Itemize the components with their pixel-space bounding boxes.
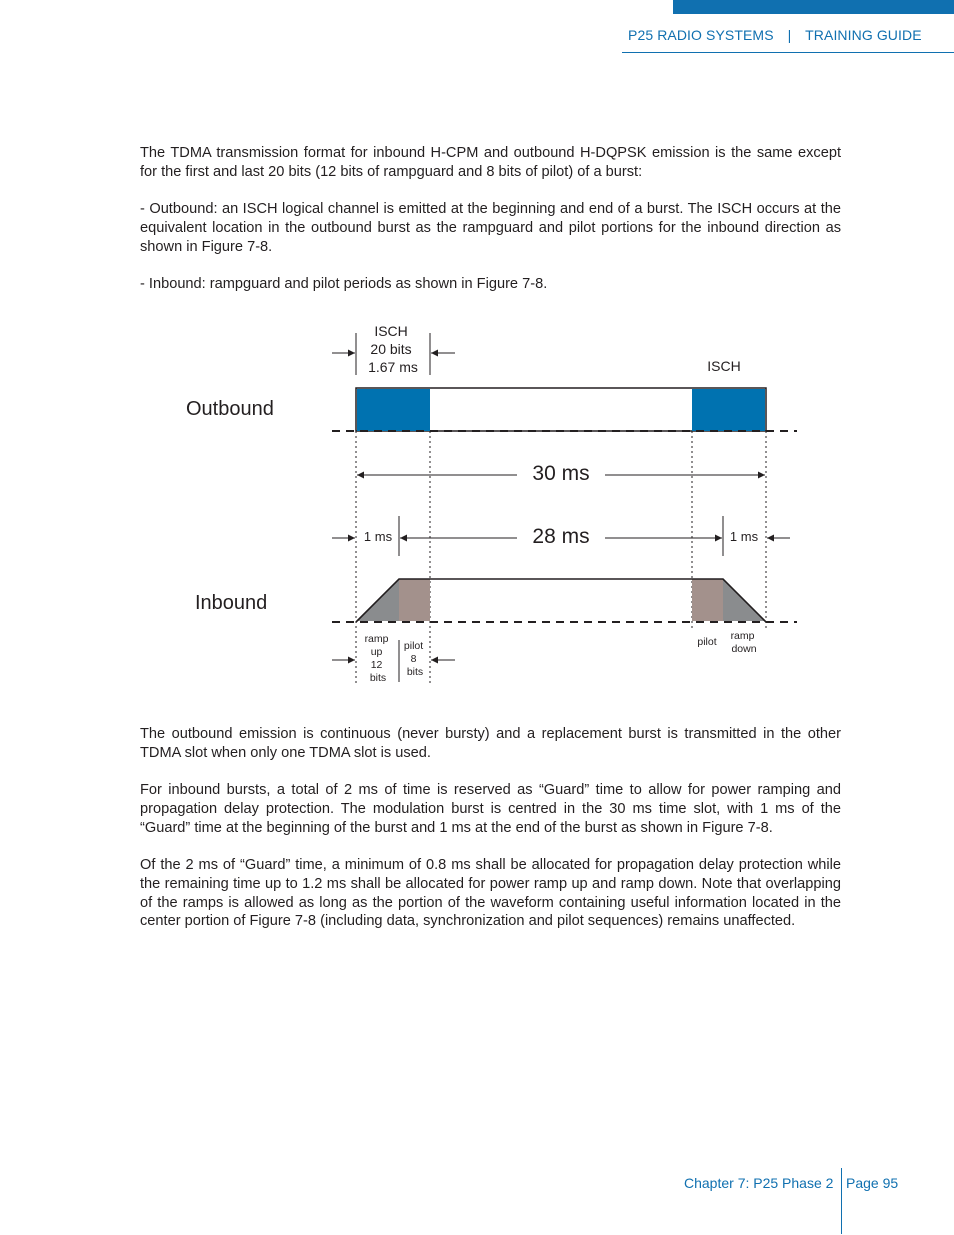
isch-block-right <box>692 389 765 431</box>
ramp-up-label: ramp up 12 bits <box>364 633 389 684</box>
paragraph: The outbound emission is continuous (never bursty) and a replacement burst is transmitted in the other TDMA slot when only one TDMA slot is used. <box>140 726 841 761</box>
header-subtitle: TRAINING GUIDE <box>805 27 922 43</box>
paragraph: - Inbound: rampguard and pilot periods as shown in Figure 7-8. <box>140 276 548 292</box>
guard-left-label: 1 ms <box>363 529 393 544</box>
burst-duration-label: 28 ms <box>532 525 590 548</box>
pilot-area-right <box>692 579 723 621</box>
pilot-area-left <box>399 579 430 621</box>
pilot-left-label: pilot 8 bits <box>403 640 424 678</box>
header-accent-bar <box>673 0 954 14</box>
isch-block-left <box>357 389 430 431</box>
paragraph: For inbound bursts, a total of 2 ms of time is reserved as “Guard” time to allow for power ramping and propagation delay protection. The modulation burst is centred in the 30 ms time slot, with 1 ms of the “Guard” time at the beginning of the burst and 1 ms at the end of the burst as shown in Figure 7-8. <box>140 782 841 836</box>
header-title: P25 RADIO SYSTEMS <box>628 27 774 43</box>
outbound-label: Outbound <box>186 398 274 420</box>
footer-rule <box>841 1168 842 1234</box>
total-duration-label: 30 ms <box>532 462 590 485</box>
page-number: Page 95 <box>846 1175 899 1191</box>
guard-right-label: 1 ms <box>729 529 759 544</box>
isch-left-label: ISCH 20 bits 1.67 ms <box>368 323 418 375</box>
paragraph: Of the 2 ms of “Guard” time, a minimum of 0.8 ms shall be allocated for propagation delay protection while the remaining time up to 1.2 ms shall be allocated for power ramp up and ramp down. Note that overlapping of the ramps is allowed as long as the portion of the waveform containing useful information located in the center portion of Figure 7-8 (including data, synchronization and pilot sequences) remains unaffected. <box>140 857 841 930</box>
tdma-burst-figure <box>0 300 954 720</box>
ramp-down-label: ramp down <box>730 630 757 655</box>
inbound-label: Inbound <box>195 592 268 614</box>
paragraph: - Outbound: an ISCH logical channel is emitted at the beginning and end of a burst. The ISCH occurs at the equivalent location in the outbound burst as the rampguard and pilot portions for the inbound direction as shown in Figure 7-8. <box>140 201 841 255</box>
header-separator: | <box>787 27 792 43</box>
header-rule <box>622 52 954 53</box>
paragraph: The TDMA transmission format for inbound H-CPM and outbound H-DQPSK emission is the same except for the first and last 20 bits (12 bits of rampguard and 8 bits of pilot) of a burst: <box>140 145 841 180</box>
footer-chapter: Chapter 7: P25 Phase 2 <box>684 1175 834 1191</box>
isch-right-label: ISCH <box>707 358 741 374</box>
pilot-right-label: pilot <box>697 636 717 648</box>
running-header <box>628 27 922 43</box>
